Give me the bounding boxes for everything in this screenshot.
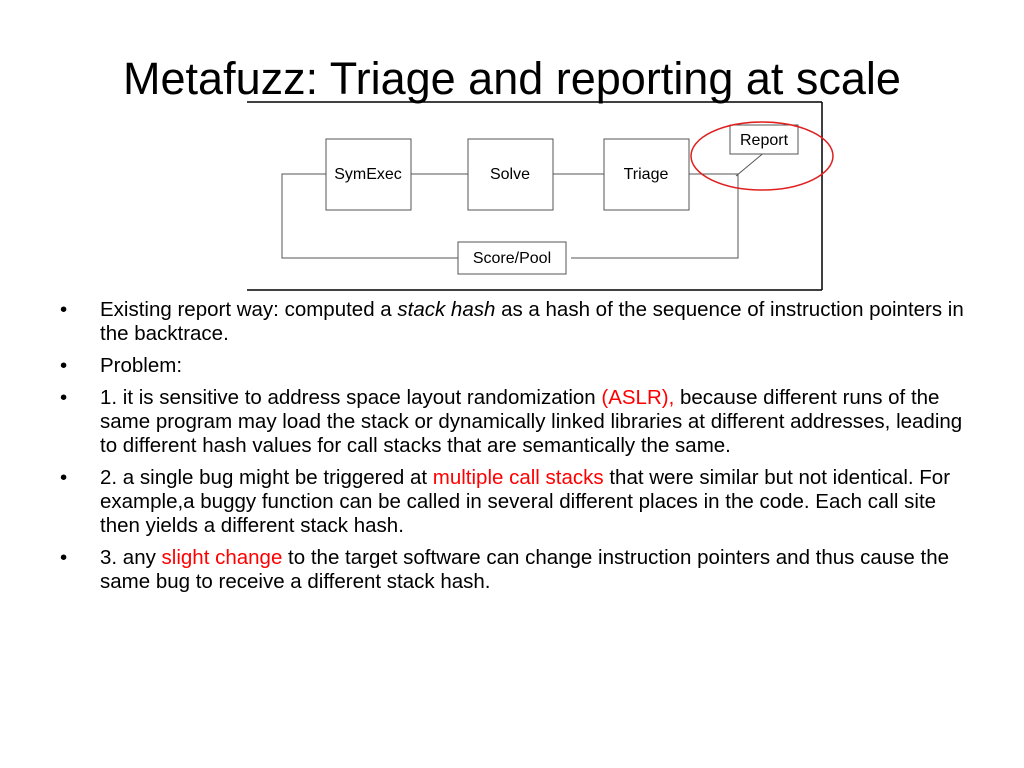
box-symexec <box>326 139 411 210</box>
box-report-label: Report <box>739 132 789 149</box>
bullet-marker: • <box>60 546 68 569</box>
pipeline-diagram <box>0 0 1024 300</box>
bullet-marker: • <box>60 386 68 409</box>
bullet-marker: • <box>60 298 68 321</box>
bullet-text: to the target software can change instruction pointers and thus cause the same bug to receive a different stack hash. <box>100 546 950 593</box>
bullet-item <box>60 546 970 594</box>
bullet-list <box>60 298 970 602</box>
connector-to-report <box>736 151 766 176</box>
bullet-item <box>60 298 970 346</box>
bullet-marker: • <box>60 354 68 377</box>
bullet-text: Problem: <box>100 354 183 377</box>
bullet-item <box>60 354 970 378</box>
box-score-pool <box>458 242 566 274</box>
bullet-text: as a hash of the sequence of instruction pointers in the backtrace. <box>100 298 964 345</box>
bullet-marker: • <box>60 466 68 489</box>
bullet-item <box>60 466 970 538</box>
bullet-text: 3. any <box>100 546 162 569</box>
slide-title: Metafuzz: Triage and reporting at scale <box>123 53 901 104</box>
bullet-emphasis: stack hash <box>397 298 496 321</box>
box-solve-label: Solve <box>489 166 531 183</box>
bullet-highlight: multiple call stacks <box>432 466 604 489</box>
box-score-pool-label: Score/Pool <box>472 250 552 267</box>
bullet-text: 1. it is sensitive to address space layout randomization <box>100 386 602 409</box>
bullet-highlight: slight change <box>161 546 283 569</box>
bullet-text: Existing report way: computed a <box>100 298 398 321</box>
bullet-text: 2. a single bug might be triggered at <box>100 466 433 489</box>
box-report <box>730 125 798 154</box>
box-triage-label: Triage <box>623 166 669 183</box>
bullet-highlight: (ASLR), <box>601 386 675 409</box>
box-symexec-label: SymExec <box>334 166 402 183</box>
bullet-text: because different runs of the same program may load the stack or dynamically linked libraries at different addresses, leading to different hash values for call stacks that are semantically the same. <box>100 386 963 457</box>
bullet-item <box>60 386 970 458</box>
bullet-text: that were similar but not identical. For example,a buggy function can be called in several different places in the code. Each call site then yields a different stack hash. <box>100 466 951 537</box>
box-triage <box>604 139 689 210</box>
box-solve <box>468 139 553 210</box>
